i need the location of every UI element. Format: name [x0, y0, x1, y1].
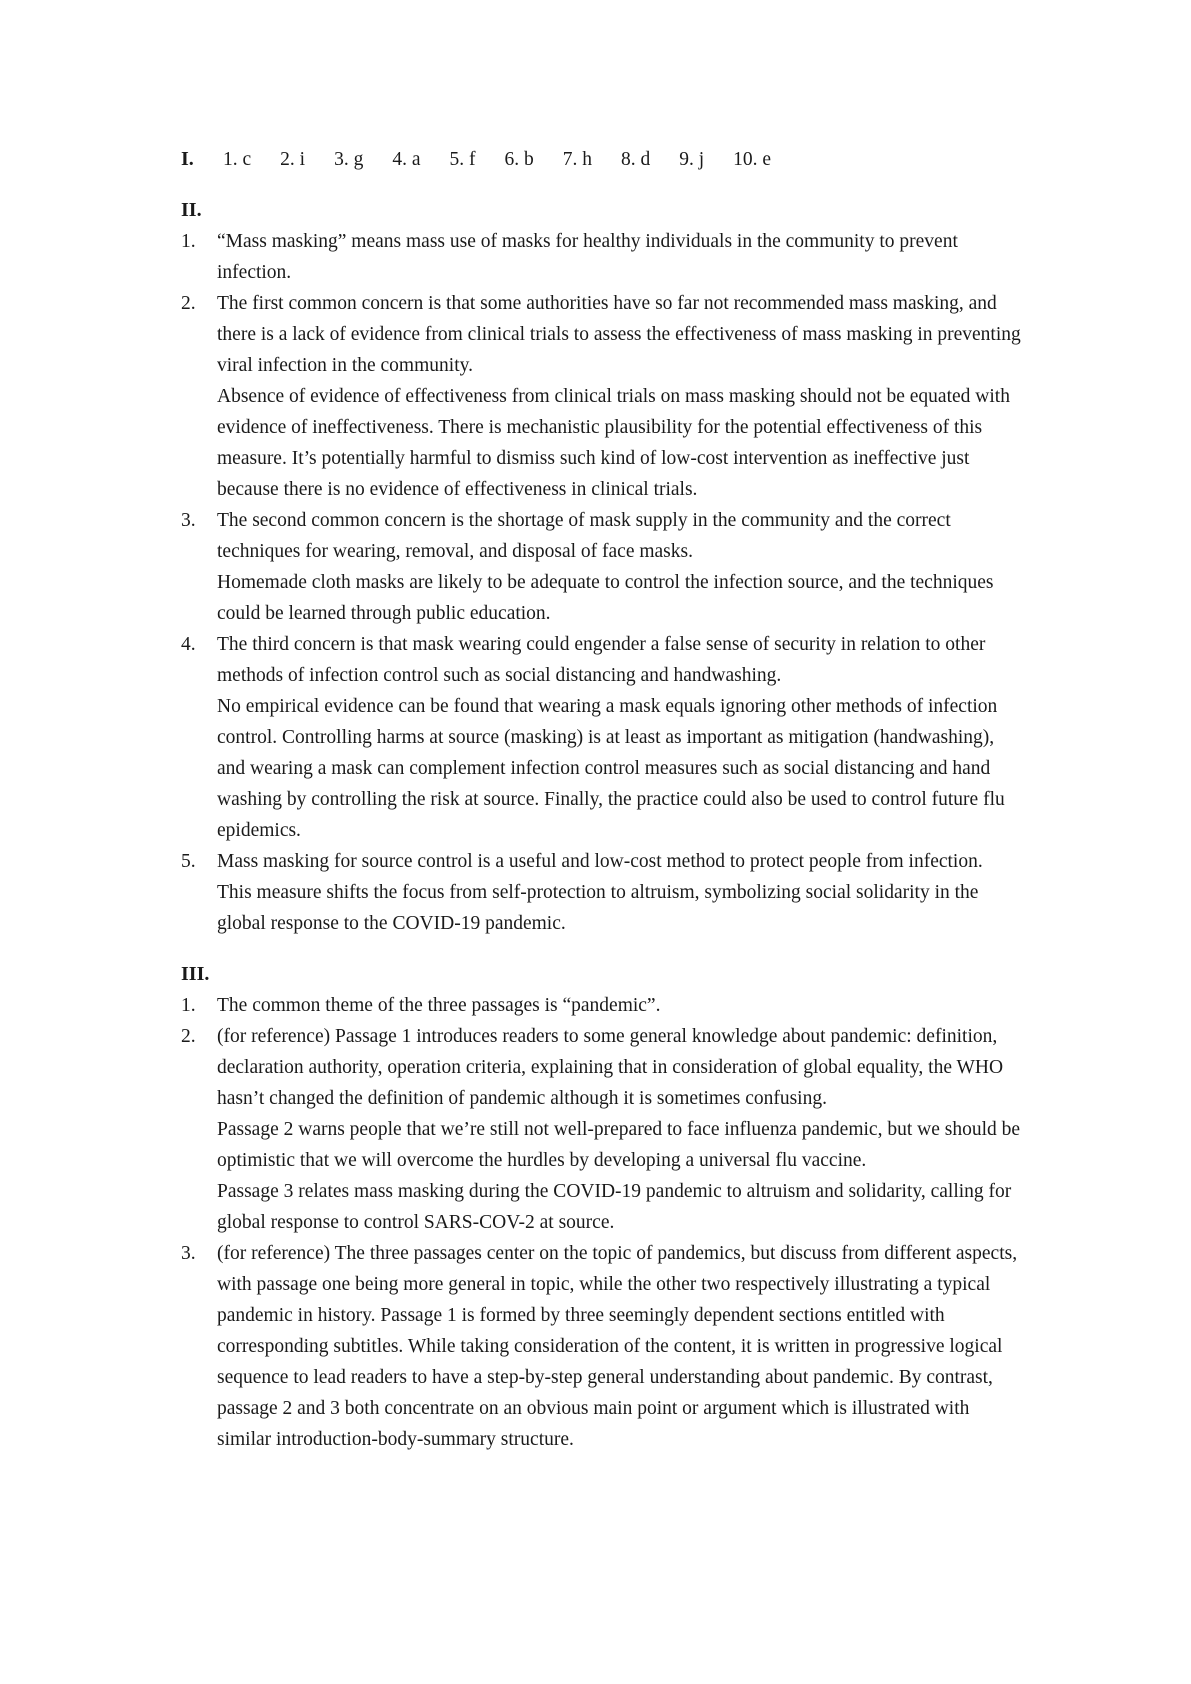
answer-5: 5. f — [449, 149, 476, 170]
section-3-item-2 — [181, 1021, 1021, 1238]
answer-9: 9. j — [679, 149, 705, 170]
item-number: 4. — [181, 634, 196, 655]
section-1 — [181, 144, 1021, 175]
section-2-heading: II. — [181, 199, 202, 221]
item-paragraph: The first common concern is that some authorities have so far not recommended mass masking, and there is a lack of evidence from clinical trials to assess the effectiveness of mass masking in preventing viral infection in the community. — [217, 293, 1021, 376]
section-2-item-1 — [181, 226, 1021, 288]
item-paragraph: The third concern is that mask wearing could engender a false sense of security in relation to other methods of infection control such as social distancing and handwashing. — [217, 634, 986, 686]
answer-4: 4. a — [392, 149, 421, 170]
item-paragraph: Homemade cloth masks are likely to be adequate to control the infection source, and the techniques could be learned through public education. — [217, 572, 994, 624]
item-paragraph: (for reference) Passage 1 introduces readers to some general knowledge about pandemic: definition, declaration authority, operation criteria, explaining that in consideration of global equality, the WHO hasn’t changed the definition of pandemic although it is sometimes confusing. — [217, 1026, 1004, 1109]
item-number: 3. — [181, 1243, 196, 1264]
document-page — [181, 144, 1021, 1455]
item-paragraph: (for reference) The three passages center on the topic of pandemics, but discuss from different aspects, with passage one being more general in topic, while the other two respectively illustrating a typical pandemic in history. Passage 1 is formed by three seemingly dependent sections entitled with corresponding subtitles. While taking consideration of the content, it is written in progressive logical sequence to lead readers to have a step-by-step general understanding about pandemic. By contrast, passage 2 and 3 both concentrate on an obvious main point or argument which is illustrated with similar introduction-body-summary structure. — [217, 1243, 1018, 1450]
answer-2: 2. i — [280, 149, 306, 170]
answer-1: 1. c — [223, 149, 252, 170]
item-paragraph: Mass masking for source control is a useful and low-cost method to protect people from infection. This measure shifts the focus from self-protection to altruism, symbolizing social solidarity in the global response to the COVID-19 pandemic. — [217, 851, 983, 934]
item-number: 3. — [181, 510, 196, 531]
item-paragraph: “Mass masking” means mass use of masks for healthy individuals in the community to prevent infection. — [217, 231, 958, 283]
item-paragraph: Passage 3 relates mass masking during the COVID-19 pandemic to altruism and solidarity, calling for global response to control SARS-COV-2 at source. — [217, 1181, 1012, 1233]
item-number: 1. — [181, 995, 196, 1016]
item-paragraph: No empirical evidence can be found that wearing a mask equals ignoring other methods of infection control. Controlling harms at source (masking) is at least as important as mitigation (handwashing), and wearing a mask can complement infection control measures such as social distancing and hand washing by controlling the risk at source. Finally, the practice could also be used to control future flu epidemics. — [217, 696, 1005, 841]
section-1-heading: I. — [181, 148, 194, 170]
item-paragraph: The common theme of the three passages is “pandemic”. — [217, 995, 661, 1016]
answer-7: 7. h — [562, 149, 592, 170]
section-2-item-3 — [181, 505, 1021, 629]
answer-10: 10. e — [733, 149, 772, 170]
item-paragraph: The second common concern is the shortage of mask supply in the community and the correct techniques for wearing, removal, and disposal of face masks. — [217, 510, 951, 562]
section-2-item-2 — [181, 288, 1021, 505]
item-paragraph: Passage 2 warns people that we’re still not well-prepared to face influenza pandemic, but we should be optimistic that we will overcome the hurdles by developing a universal flu vaccine. — [217, 1119, 1021, 1171]
item-number: 2. — [181, 1026, 196, 1047]
item-paragraph: Absence of evidence of effectiveness from clinical trials on mass masking should not be equated with evidence of ineffectiveness. There is mechanistic plausibility for the potential effectiveness of this measure. It’s potentially harmful to dismiss such kind of low-cost intervention as ineffective just because there is no evidence of effectiveness in clinical trials. — [217, 386, 1010, 500]
section-3-item-3 — [181, 1238, 1021, 1455]
item-number: 1. — [181, 231, 196, 252]
item-number: 2. — [181, 293, 196, 314]
section-2-item-4 — [181, 629, 1021, 846]
answer-8: 8. d — [620, 149, 651, 170]
section-3-heading: III. — [181, 963, 210, 985]
item-number: 5. — [181, 851, 196, 872]
section-2-item-5 — [181, 846, 1021, 939]
answer-3: 3. g — [334, 149, 364, 170]
section-3-item-1 — [181, 990, 1021, 1021]
answer-6: 6. b — [504, 149, 534, 170]
